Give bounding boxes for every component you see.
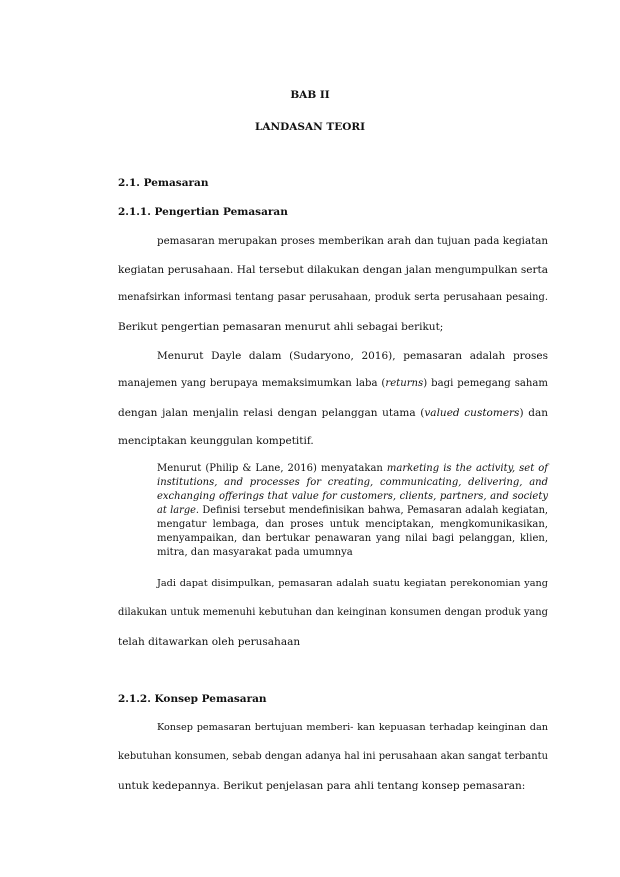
quote-line: at large. Definisi tersebut mendefinisikan bahwa, Pemasaran adalah kegiatan, <box>157 505 548 516</box>
section-heading-2-1: 2.1. Pemasaran <box>118 177 209 189</box>
paragraph-2-line: menciptakan keunggulan kompetitif. <box>118 435 314 447</box>
paragraph-1-line: Berikut pengertian pemasaran menurut ahli sebagai berikut; <box>118 321 444 333</box>
paragraph-2-line: manajemen yang berupaya memaksimumkan laba (returns) bagi pemegang saham <box>118 378 548 389</box>
paragraph-1-line: pemasaran merupakan proses memberikan arah dan tujuan pada kegiatan <box>157 235 548 247</box>
paragraph-2-line: dengan jalan menjalin relasi dengan pelanggan utama (valued customers) dan <box>118 407 548 419</box>
paragraph-4-line: kebutuhan konsumen, sebab dengan adanya hal ini perusahaan akan sangat terbantu <box>118 751 548 762</box>
paragraph-1-line: menafsirkan informasi tentang pasar perusahaan, produk serta perusahaan pesaing. <box>118 292 548 303</box>
chapter-number: BAB II <box>290 89 330 101</box>
paragraph-3-line: Jadi dapat disimpulkan, pemasaran adalah suatu kegiatan perekonomian yang <box>157 578 548 589</box>
quote-line: institutions, and processes for creating, communicating, delivering, and <box>157 477 548 488</box>
paragraph-3-line: telah ditawarkan oleh perusahaan <box>118 636 301 648</box>
paragraph-4-line: Konsep pemasaran bertujuan memberi- kan kepuasan terhadap keinginan dan <box>157 722 548 733</box>
section-heading-2-1-2: 2.1.2. Konsep Pemasaran <box>118 693 267 705</box>
paragraph-1-line: kegiatan perusahaan. Hal tersebut dilakukan dengan jalan mengumpulkan serta <box>118 264 548 276</box>
quote-line: menyampaikan, dan bertukar penawaran yang nilai bagi pelanggan, klien, <box>157 533 548 544</box>
section-heading-2-1-1: 2.1.1. Pengertian Pemasaran <box>118 206 288 218</box>
quote-line: exchanging offerings that value for customers, clients, partners, and society <box>157 491 548 502</box>
paragraph-4-line: untuk kedepannya. Berikut penjelasan para ahli tentang konsep pemasaran: <box>118 780 526 792</box>
quote-line: mitra, dan masyarakat pada umumnya <box>157 547 353 558</box>
paragraph-2-line: Menurut Dayle dalam (Sudaryono, 2016), pemasaran adalah proses <box>157 350 548 362</box>
quote-line: mengatur lembaga, dan proses untuk menciptakan, mengkomunikasikan, <box>157 519 548 530</box>
paragraph-3-line: dilakukan untuk memenuhi kebutuhan dan keinginan konsumen dengan produk yang <box>118 607 548 618</box>
quote-line: Menurut (Philip & Lane, 2016) menyatakan marketing is the activity, set of <box>157 463 549 474</box>
chapter-title: LANDASAN TEORI <box>255 121 365 133</box>
